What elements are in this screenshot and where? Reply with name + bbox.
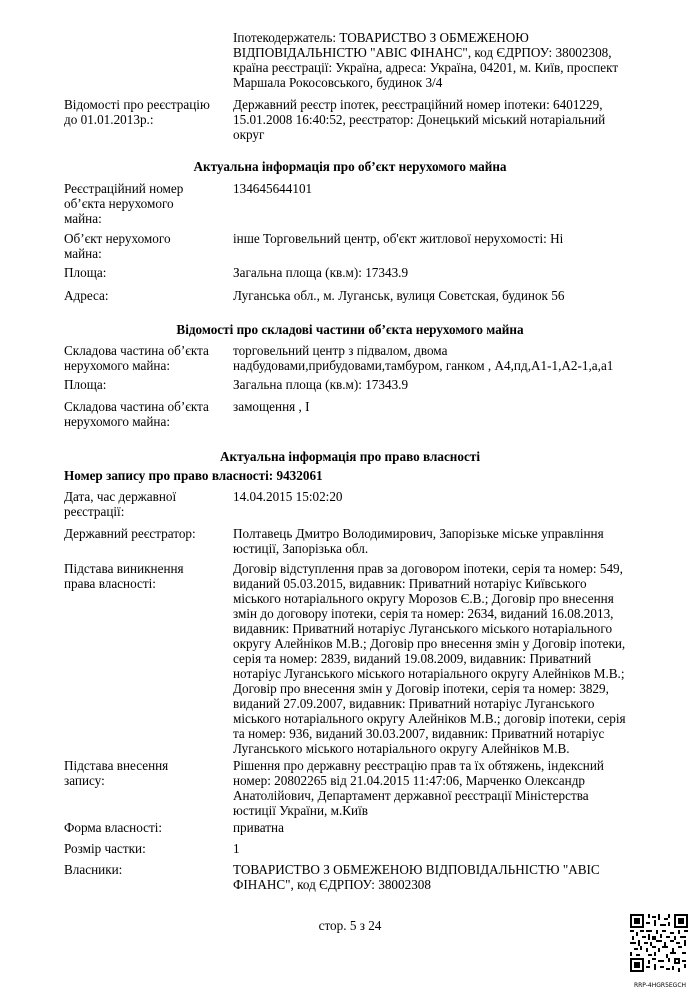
part2-label: Складова частина об’єкта нерухомого майна: [64, 399, 209, 429]
address-value: Луганська обл., м. Луганськ, вулиця Совєтская, будинок 56 [233, 288, 565, 303]
form-value: приватна [233, 820, 284, 835]
page-number: стор. 5 з 24 [318, 918, 382, 933]
part2-value: замощення , І [233, 399, 310, 414]
owners-label: Власники: [64, 862, 123, 877]
section-title-parts: Відомості про складові частини об’єкта нерухомого майна [176, 322, 524, 337]
area-value: Загальна площа (кв.м): 17343.9 [233, 265, 409, 280]
date-label: Дата, час державної реєстрації: [64, 489, 177, 519]
form-label: Форма власності: [64, 820, 163, 835]
registrar-value: Полтавець Дмитро Володимирович, Запорізьке міське управління юстиції, Запорізька обл. [233, 526, 604, 556]
part1-value: торговельний центр з підвалом, двома надбудовами,прибудовами,тамбуром, ганком , А4,пд,А1-1,А2-1,а,а1 [233, 343, 614, 373]
section-title-ownership: Актуальна інформація про право власності [220, 449, 480, 464]
area-label: Площа: [64, 265, 107, 280]
basis-label: Підстава виникнення права власності: [64, 561, 184, 591]
owners-value: ТОВАРИСТВО З ОБМЕЖЕНОЮ ВІДПОВІДАЛЬНІСТЮ "АВІС ФІНАНС", код ЄДРПОУ: 38002308 [233, 862, 600, 892]
mortgagee-value: Іпотекодержатель: ТОВАРИСТВО З ОБМЕЖЕНОЮ ВІДПОВІДАЛЬНІСТЮ "АВІС ФІНАНС", код ЄДРПОУ: 38002308, країна реєстрації: Україна, адреса: Україна, 04201, м. Київ, проспект Маршала Рокосовського, будинок 3/4 [233, 30, 619, 90]
reg-number-label: Реєстраційний номер об’єкта нерухомого майна: [64, 181, 184, 226]
part1-label: Складова частина об’єкта нерухомого майна: [64, 343, 209, 373]
section-title-object: Актуальна інформація про об’єкт нерухомого майна [193, 159, 507, 174]
part-area-value: Загальна площа (кв.м): 17343.9 [233, 377, 409, 392]
part-area-label: Площа: [64, 377, 107, 392]
share-value: 1 [233, 841, 240, 856]
registration-info-value: Державний реєстр іпотек, реєстраційний номер іпотеки: 6401229, 15.01.2008 16:40:52, реєстратор: Донецький міський нотаріальний округ [233, 97, 606, 142]
record-number: Номер запису про право власності: 9432061 [64, 468, 323, 483]
address-label: Адреса: [64, 288, 109, 303]
registrar-label: Державний реєстратор: [64, 526, 196, 541]
share-label: Розмір частки: [64, 841, 146, 856]
entry-basis-label: Підстава внесення запису: [64, 758, 169, 788]
basis-value: Договір відступлення прав за договором іпотеки, серія та номер: 549, виданий 05.03.2015, видавник: Приватний нотаріус Київського міського нотаріального округу Морозов Є.В.; Договір про внесення змін до договору іпотеки, серія та номер: 2634, виданий 16.08.2013, видавник: Приватний нотаріус Луганського міського нотаріального округу Алейніков М.В.; Договір про внесення змін у Договір іпотеки, серія та номер: 2839, виданий 19.08.2009, видавник: Приватний нотаріус Луганського міського нотаріального округу Алейніков М.В.; Договір про внесення змін у Договір іпотеки, серія та номер: 3829, виданий 27.09.2007, видавник: Приватний нотаріус Луганського міського нотаріального округу Алейніков М.В.; договір іпотеки, серія та номер: 936, виданий 30.03.2007, видавник: Приватний нотаріус Луганського міського нотаріального округу Алейніков М.В. [233, 561, 626, 756]
object-value: інше Торговельний центр, об'єкт житлової нерухомості: Ні [233, 231, 564, 246]
object-label: Об’єкт нерухомого майна: [64, 231, 171, 261]
date-value: 14.04.2015 15:02:20 [233, 489, 343, 504]
registration-info-label: Відомості про реєстрацію до 01.01.2013р.: [64, 97, 210, 127]
qr-code-label: RRP-4HGR5EGCH [633, 982, 687, 989]
entry-basis-value: Рішення про державну реєстрацію прав та їх обтяжень, індексний номер: 20802265 від 21.04.2015 11:47:06, Марченко Олександр Анатолійович, Департамент державної реєстрації Міністерства юстиції України, м.Київ [233, 758, 604, 818]
qr-code-icon [630, 914, 688, 972]
reg-number-value: 134645644101 [233, 181, 313, 196]
